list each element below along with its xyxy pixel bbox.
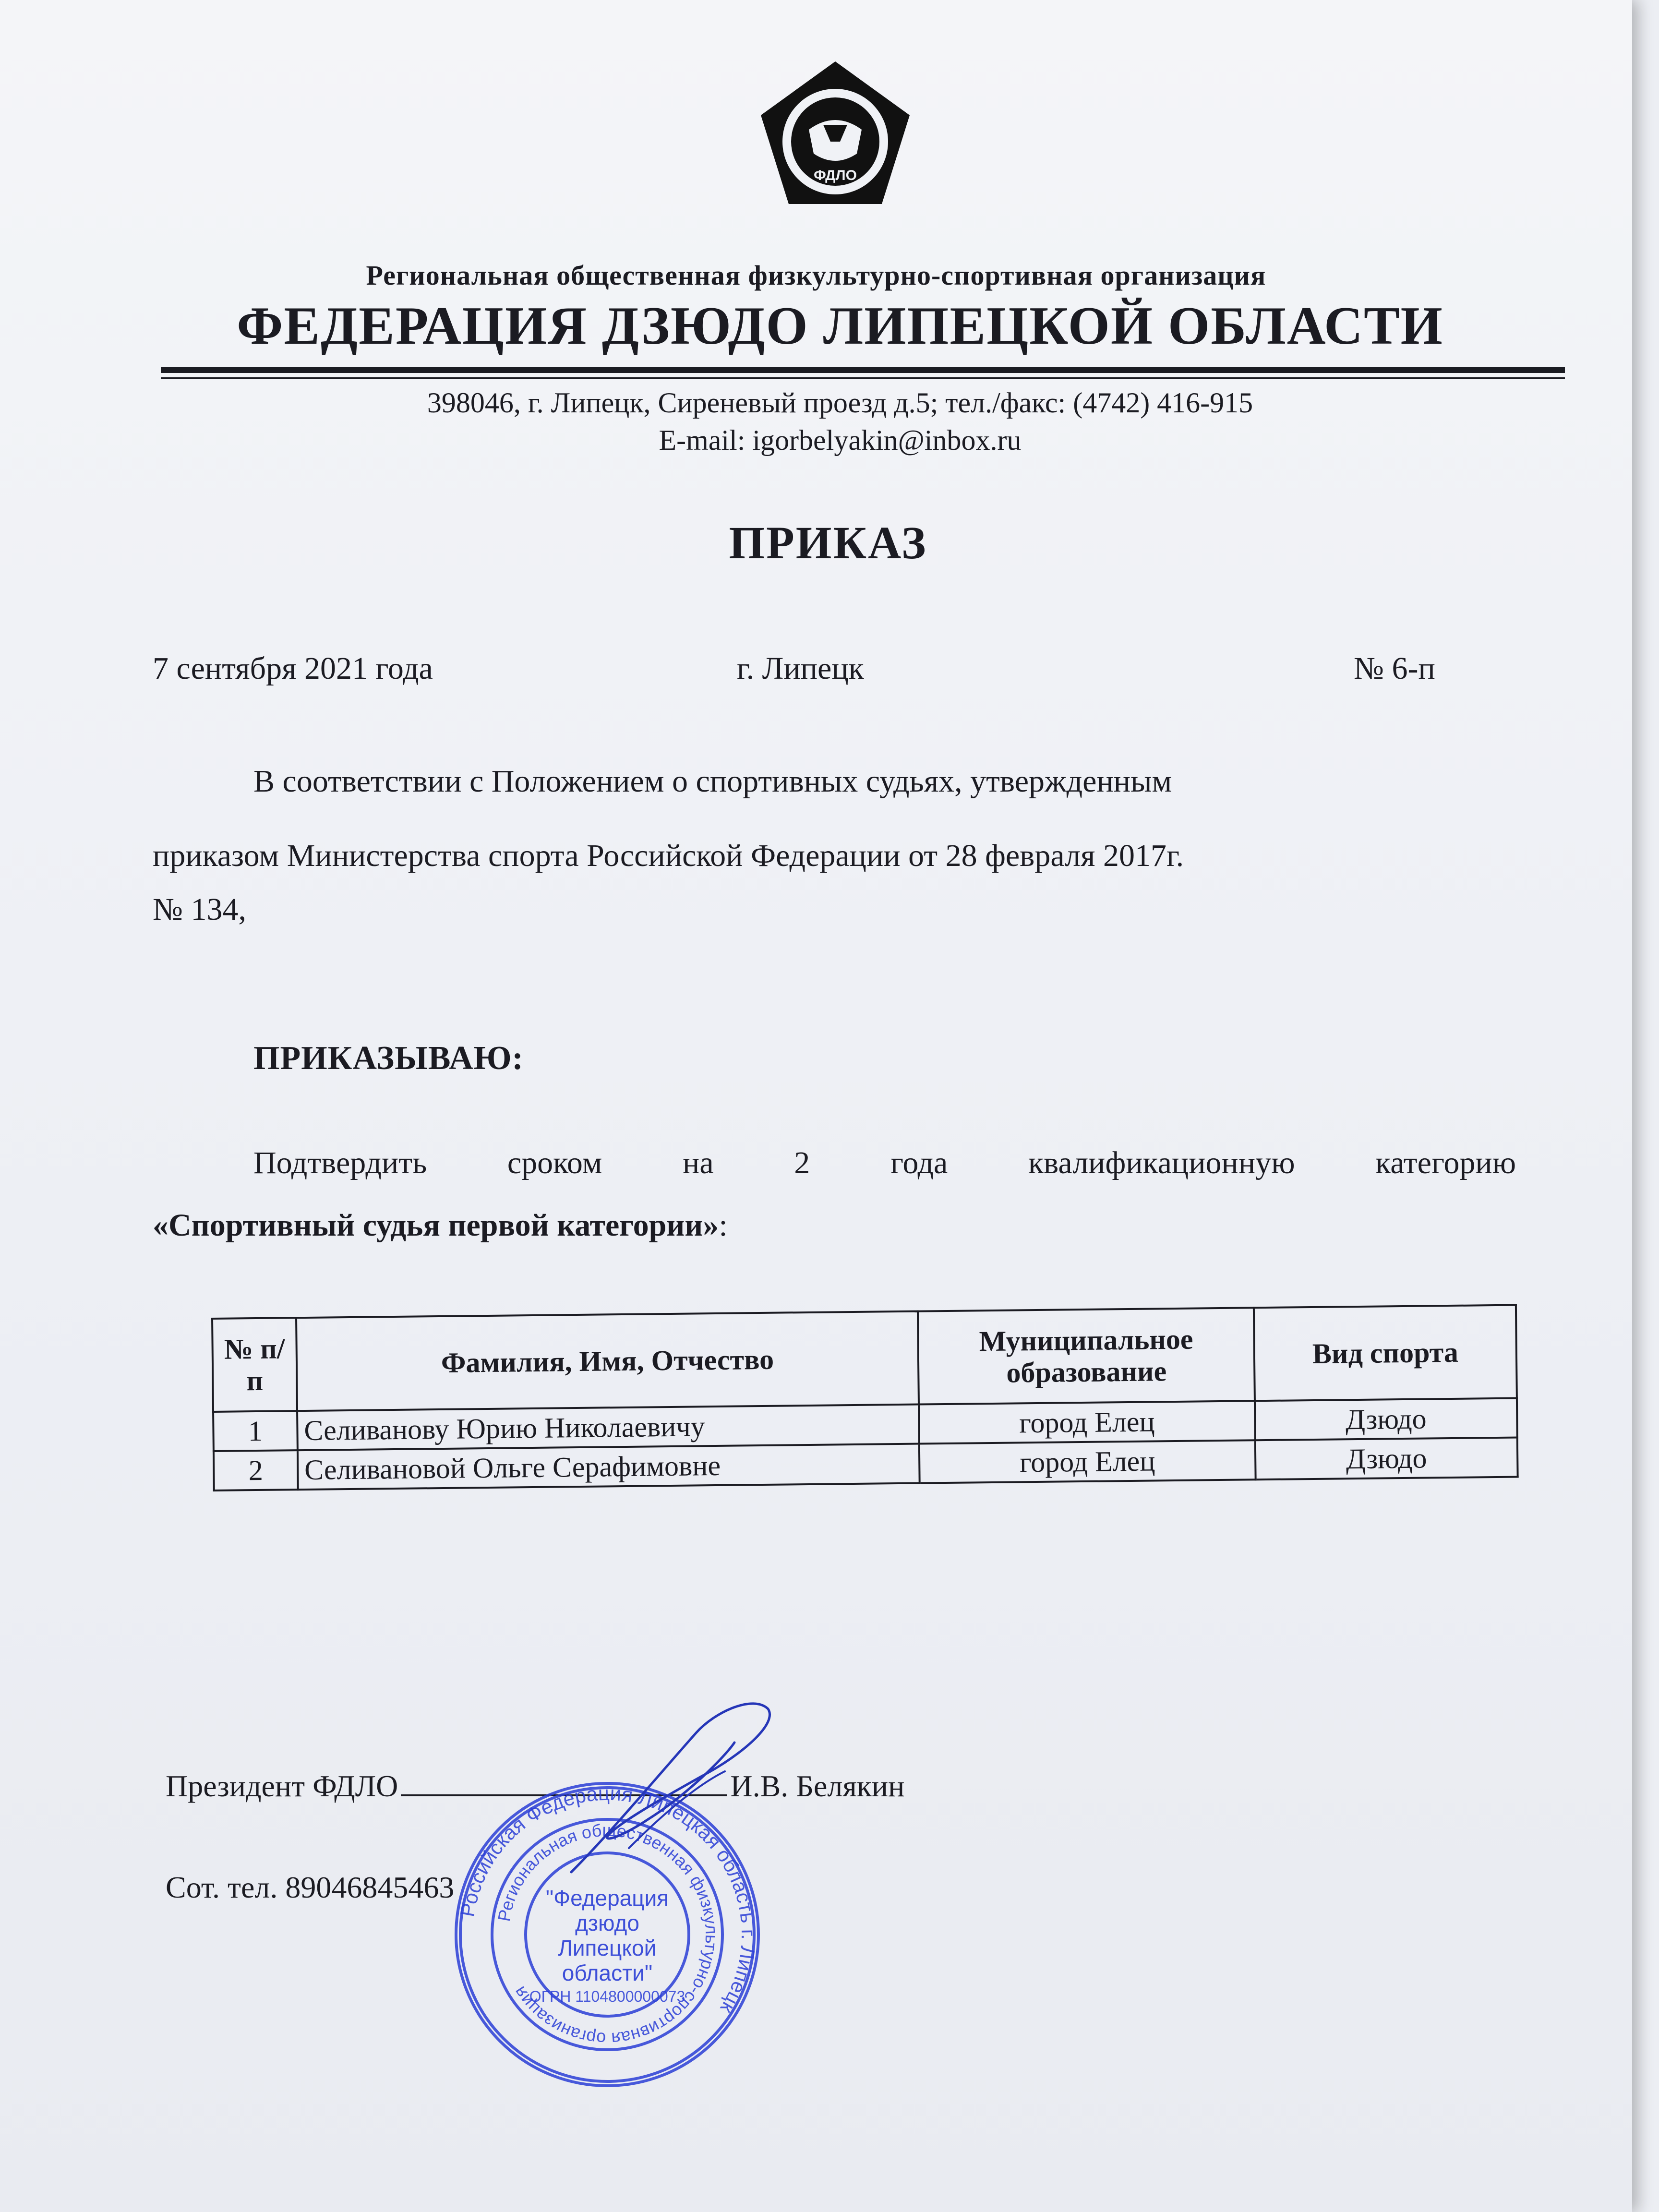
- column-header-municipality: Муниципальное образование: [918, 1308, 1255, 1404]
- stamp-middle-text: Региональная общественная физкультурно-спортивная организация: [493, 1820, 722, 2049]
- cell-name: Селиванову Юрию Николаевичу: [297, 1405, 919, 1451]
- column-header-name: Фамилия, Имя, Отчество: [296, 1311, 919, 1411]
- document-number: № 6-п: [1354, 651, 1435, 686]
- table-header-row: [212, 1305, 1517, 1412]
- cell-sport: Дзюдо: [1255, 1398, 1517, 1441]
- confirm-text: Подтвердить сроком на 2 года квалификационную категорию: [253, 1145, 1516, 1180]
- stamp-outer-text: Российская Федерация Липецкая область г. Липецк: [456, 1781, 760, 2018]
- cell-municipality: город Елец: [919, 1401, 1255, 1443]
- email-line: E-mail: igorbelyakin@inbox.ru: [659, 424, 1022, 456]
- preamble-paragraph: [153, 744, 1449, 926]
- handwritten-signature: [552, 1690, 792, 1891]
- cell-municipality: город Елец: [919, 1440, 1256, 1483]
- category-suffix: :: [719, 1208, 728, 1243]
- column-header-sport: Вид спорта: [1254, 1305, 1517, 1401]
- cell-num: 2: [214, 1450, 298, 1491]
- stamp-ogrn: ОГРН 1104800000073: [529, 1988, 685, 2005]
- contact-block: [0, 384, 1659, 459]
- header-rule-thick: [161, 367, 1565, 373]
- address-line: 398046, г. Липецк, Сиреневый проезд д.5; тел./факс: (4742) 416-915: [427, 387, 1253, 419]
- cell-sport: Дзюдо: [1255, 1438, 1518, 1480]
- header-rule-thin: [161, 377, 1565, 379]
- federation-logo: [756, 58, 914, 216]
- stamp-center-line: области": [562, 1960, 653, 1985]
- document-title: ПРИКАЗ: [729, 517, 927, 568]
- signer-name: И.В. Белякин: [730, 1769, 905, 1803]
- referees-table: [211, 1304, 1519, 1491]
- cell-num: 1: [213, 1411, 298, 1451]
- cell-name: Селивановой Ольге Серафимовне: [298, 1444, 920, 1490]
- organization-title: ФЕДЕРАЦИЯ ДЗЮДО ЛИПЕЦКОЙ ОБЛАСТИ: [237, 296, 1443, 356]
- document-city: г. Липецк: [737, 651, 864, 686]
- preamble-line: В соответствии с Положением о спортивных судьях, утвержденным: [253, 764, 1172, 799]
- preamble-line: № 134,: [153, 892, 246, 927]
- preamble-line: приказом Министерства спорта Российской Федерации от 28 февраля 2017г.: [153, 838, 1184, 873]
- signer-position: Президент ФДЛО: [166, 1769, 398, 1803]
- category-name: «Спортивный судья первой категории»: [153, 1208, 719, 1243]
- organization-subtitle: Региональная общественная физкультурно-спортивная организация: [366, 260, 1266, 291]
- stamp-center-line: дзюдо: [575, 1911, 639, 1936]
- category-line: [153, 1207, 728, 1244]
- contact-phone: Сот. тел. 89046845463: [166, 1870, 455, 1904]
- document-date: 7 сентября 2021 года: [153, 651, 433, 686]
- logo-text: ФДЛО: [814, 168, 857, 183]
- stamp-center-line: Липецкой: [558, 1936, 657, 1960]
- stamp-center-line: "Федерация: [545, 1886, 669, 1911]
- order-heading: ПРИКАЗЫВАЮ:: [253, 1040, 524, 1077]
- column-header-num: № п/п: [212, 1318, 297, 1412]
